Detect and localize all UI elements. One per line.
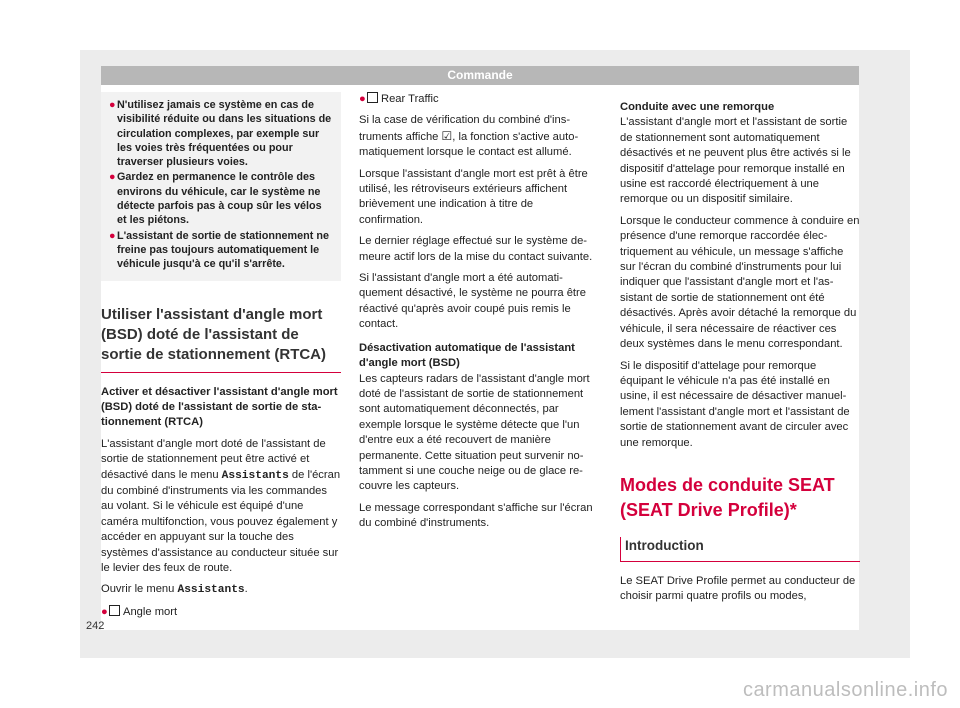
subheading-trailer: Conduite avec une remorque [620, 101, 775, 113]
warning-item: ● Gardez en permanence le contrôle des environs du véhicule, car le système ne détecte parfois pas à coup sûr les vélos et les piétons. [109, 171, 322, 227]
paragraph: Les capteurs radars de l'assistant d'angle mort doté de l'assistant de sortie de stationnement sont automatiquement déconnectés, par exemple lorsque le système détecte que l'un d'entre eux a été recouvert de manière permanente. Cette situation peut survenir notamment si une couche neige ou de glace recouvre les capteurs. [359, 372, 590, 493]
menu-term: Assistants [221, 469, 289, 482]
subheading-auto-deactivation: Désactivation automatique de l'assistant d'angle mort (BSD) [359, 341, 575, 370]
column-2 [359, 92, 599, 538]
column-1 [101, 92, 341, 620]
list-item-rear-traffic: ● Rear Traffic [359, 92, 599, 107]
watermark: carmanualsonline.info [742, 679, 948, 701]
paragraph: Le SEAT Drive Profile permet au conducteur de choisir parmi quatre profils ou modes, [620, 574, 856, 603]
column-3 [620, 92, 860, 611]
paragraph: Si le dispositif d'attelage pour remorque équipant le véhicule n'a pas été installé en usine, il est nécessaire de désactiver manuellement l'assistant d'angle mort et l'assistant de sortie de stationnement avant de circuler avec une remorque. [620, 359, 850, 449]
bullet-icon: ● [109, 171, 116, 184]
paragraph: Le message correspondant s'affiche sur l'écran du combiné d'instruments. [359, 501, 593, 530]
bullet-icon: ● [101, 605, 108, 618]
warning-item: ● L'assistant de sortie de stationnement ne freine pas toujours automatiquement le véhicule jusqu'à ce qu'il s'arrête. [109, 229, 329, 271]
bullet-icon: ● [109, 99, 116, 111]
paragraph: Si la case de vérification du combiné d'instruments affiche ☑, la fonction s'active automatiquement lorsque le contact est allumé. [359, 114, 579, 159]
page-number: 242 [86, 620, 105, 632]
paragraph: Lorsque l'assistant d'angle mort est prêt à être utilisé, les rétroviseurs extérieurs affichent brièvement une indication à titre de confirmation. [359, 167, 588, 226]
bullet-icon: ● [359, 93, 366, 105]
warning-item: ● N'utilisez jamais ce système en cas de visibilité réduite ou dans les situations de circulation complexes, par exemple sur les voies très fréquentées ou pour traverser plusieurs voies. [109, 99, 332, 169]
warning-box [101, 92, 341, 281]
bullet-icon: ● [109, 229, 116, 242]
title-bar-marker [620, 537, 621, 561]
subsection-title: Introduction [620, 537, 860, 562]
paragraph: L'assistant d'angle mort doté de l'assistant de sortie de stationnement peut être activé et désactivé dans le menu Assistants de l'écran du combiné d'instruments via les commandes au volant. Si le véhicule est équipé d'une caméra multifonction, vous pouvez également y accéder en appuyant sur la touche des systèmes d'assistance au conducteur située sur le levier des feux de route. [101, 437, 341, 575]
page-header: Commande [101, 66, 859, 85]
menu-term: Assistants [177, 584, 245, 597]
paragraph: Lorsque le conducteur commence à conduire en présence d'une remorque raccordée électriquement au véhicule, un message s'affiche sur l'écran du combiné d'instruments pour lui indiquer que l'assistant d'angle mort et l'assistant de sortie de stationnement ont été désactivés. Après avoir détaché la remorque du véhicule, il sera nécessaire de réactiver ces deux systèmes dans le menu correspondant. [620, 214, 860, 351]
paragraph: Ouvrir le menu Assistants. [101, 583, 248, 597]
checkbox-icon [109, 605, 120, 616]
paragraph: Si l'assistant d'angle mort a été automatiquement désactivé, le système ne pourra être réactivé qu'après avoir coupé puis remis le contact. [359, 272, 586, 331]
checkbox-icon [367, 92, 378, 103]
paragraph: Le dernier réglage effectué sur le système demeure actif lors de la mise du contact suivante. [359, 235, 593, 263]
paragraph: L'assistant d'angle mort et l'assistant de sortie de stationnement sont automatiquement désactivés et ne peuvent plus être activés si le dispositif d'attelage pour remorque installé en usine est raccordé électriquement à une remorque ou un dispositif similaire. [620, 116, 851, 206]
section-title: Utiliser l'assistant d'angle mort (BSD) doté de l'assistant de sortie de stationnement (RTCA) [101, 305, 341, 373]
subheading-activation: Activer et désactiver l'assistant d'angle mort (BSD) doté de l'assistant de sortie de stationnement (RTCA) [101, 385, 338, 429]
checked-box-icon: ☑ [441, 128, 453, 143]
chapter-title: Modes de conduite SEAT (SEAT Drive Profile)* [620, 474, 835, 520]
list-item-angle-mort: ● Angle mort [101, 605, 341, 620]
